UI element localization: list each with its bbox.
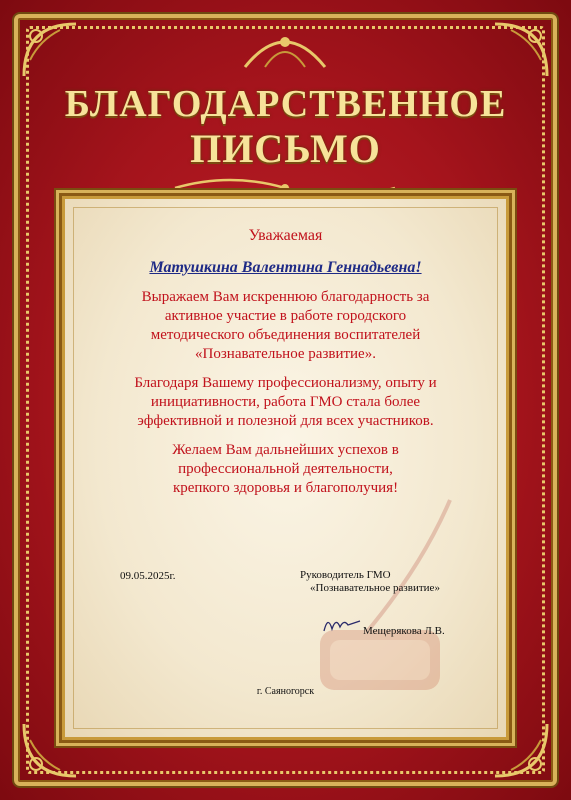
issue-date: 09.05.2025г. bbox=[120, 570, 176, 582]
signer-name: Мещерякова Л.В. bbox=[363, 625, 445, 637]
signer-title bbox=[300, 569, 465, 595]
title-line-1: БЛАГОДАРСТВЕННОЕ bbox=[64, 83, 507, 125]
gratitude-paragraph: Выражаем Вам искреннюю благодарность за активное участие в работе городского методического объединения воспитателей «Познавательное развитие». bbox=[141, 289, 430, 362]
recipient-name: Матушкина Валентина Геннадьевна! bbox=[149, 259, 422, 276]
signature-icon bbox=[322, 611, 362, 637]
achievement-paragraph: Благодаря Вашему профессионализму, опыту и инициативности, работа ГМО стала более эффективной и полезной для всех участников. bbox=[134, 375, 437, 429]
scroll-quill-icon bbox=[300, 490, 470, 710]
city: г. Саяногорск bbox=[256, 686, 315, 697]
letter-body bbox=[62, 226, 509, 508]
signer-title-line-2: «Познавательное развитие» bbox=[310, 582, 440, 594]
corner-ornament-icon bbox=[20, 20, 80, 80]
certificate-title bbox=[0, 82, 571, 172]
salutation: Уважаемая bbox=[248, 227, 323, 244]
crown-ornament-icon bbox=[235, 22, 335, 72]
signer-title-line-1: Руководитель ГМО bbox=[300, 569, 391, 581]
title-line-2: ПИСЬМО bbox=[190, 126, 381, 171]
wishes-paragraph: Желаем Вам дальнейших успехов в профессиональной деятельности, крепкого здоровья и благополучия! bbox=[172, 442, 399, 496]
corner-ornament-icon bbox=[491, 20, 551, 80]
